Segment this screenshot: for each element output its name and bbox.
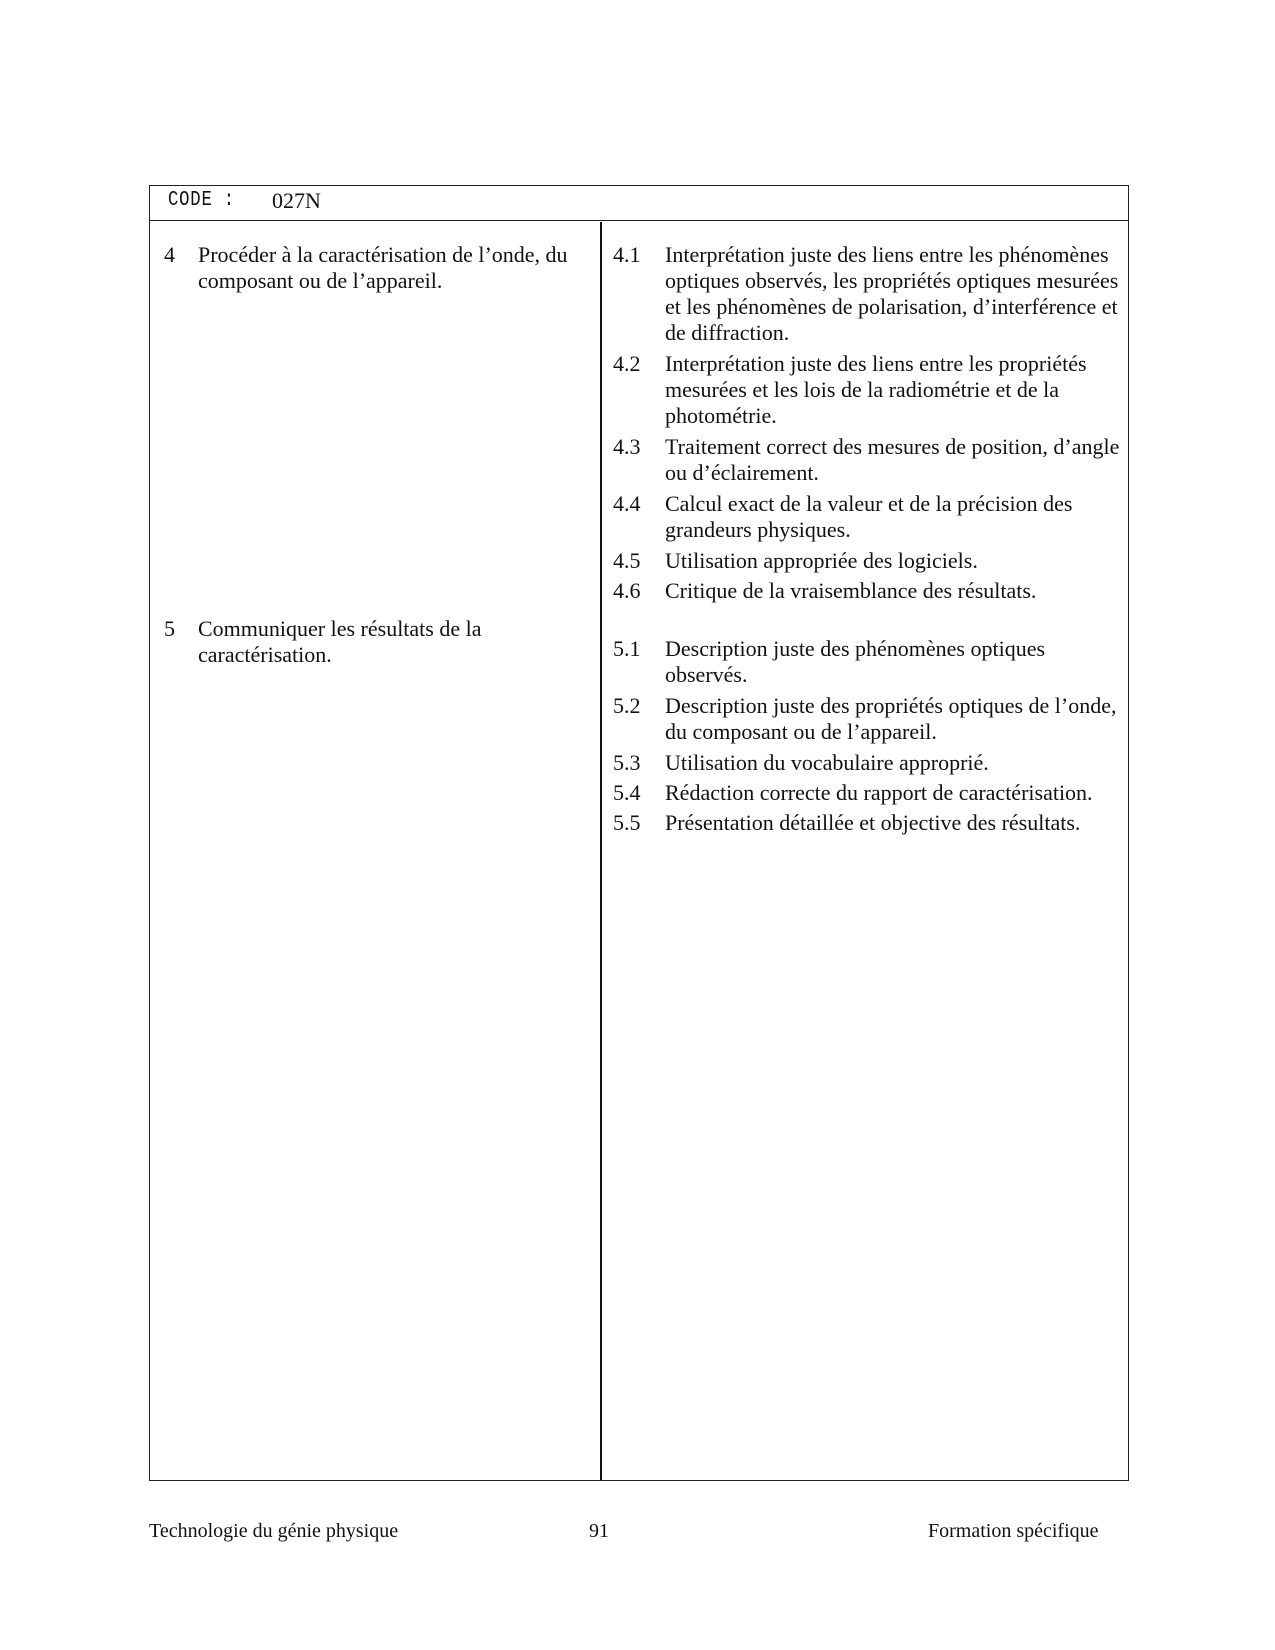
element-text: Procéder à la caractérisation de l’onde, du composant ou de l’appareil. <box>198 242 568 293</box>
footer-section: Formation spécifique <box>928 1520 1099 1542</box>
criterion-number: 4.4 <box>613 491 641 516</box>
criterion-text: Critique de la vraisemblance des résultats. <box>665 578 1037 603</box>
code-value: 027N <box>272 188 321 213</box>
criterion-number: 5.5 <box>613 810 641 835</box>
criterion-number: 5.3 <box>613 750 641 775</box>
criterion-text: Utilisation du vocabulaire approprié. <box>665 750 989 775</box>
element-text: Communiquer les résultats de la caractérisation. <box>198 616 482 667</box>
criterion-text: Présentation détaillée et objective des résultats. <box>665 810 1081 835</box>
element-number: 4 <box>164 242 175 267</box>
criterion-number: 5.4 <box>613 780 641 805</box>
criterion-number: 4.6 <box>613 578 641 603</box>
criterion-text: Rédaction correcte du rapport de caractérisation. <box>665 780 1093 805</box>
criterion-number: 5.2 <box>613 693 641 718</box>
code-label: CODE : <box>168 189 235 212</box>
element-number: 5 <box>164 616 175 641</box>
criterion-number: 4.2 <box>613 351 641 376</box>
criterion-number: 4.3 <box>613 434 641 459</box>
code-row <box>150 186 1128 221</box>
criterion-number: 5.1 <box>613 636 641 661</box>
criterion-text: Traitement correct des mesures de position, d’angle ou d’éclairement. <box>665 434 1120 485</box>
competency-table <box>149 185 1129 1481</box>
criterion-text: Description juste des propriétés optiques de l’onde, du composant ou de l’appareil. <box>665 693 1117 744</box>
page-number: 91 <box>589 1520 609 1542</box>
footer-program: Technologie du génie physique <box>149 1520 399 1542</box>
criterion-number: 4.5 <box>613 548 641 573</box>
criterion-text: Utilisation appropriée des logiciels. <box>665 548 978 573</box>
criterion-number: 4.1 <box>613 242 641 267</box>
criterion-text: Interprétation juste des liens entre les propriétés mesurées et les lois de la radiométrie et de la photométrie. <box>665 351 1087 428</box>
criterion-text: Interprétation juste des liens entre les phénomènes optiques observés, les propriétés optiques mesurées et les phénomènes de polarisation, d’interférence et de diffraction. <box>665 242 1119 345</box>
criterion-text: Description juste des phénomènes optiques observés. <box>665 636 1046 687</box>
criterion-text: Calcul exact de la valeur et de la précision des grandeurs physiques. <box>665 491 1073 542</box>
column-divider <box>600 222 602 1480</box>
